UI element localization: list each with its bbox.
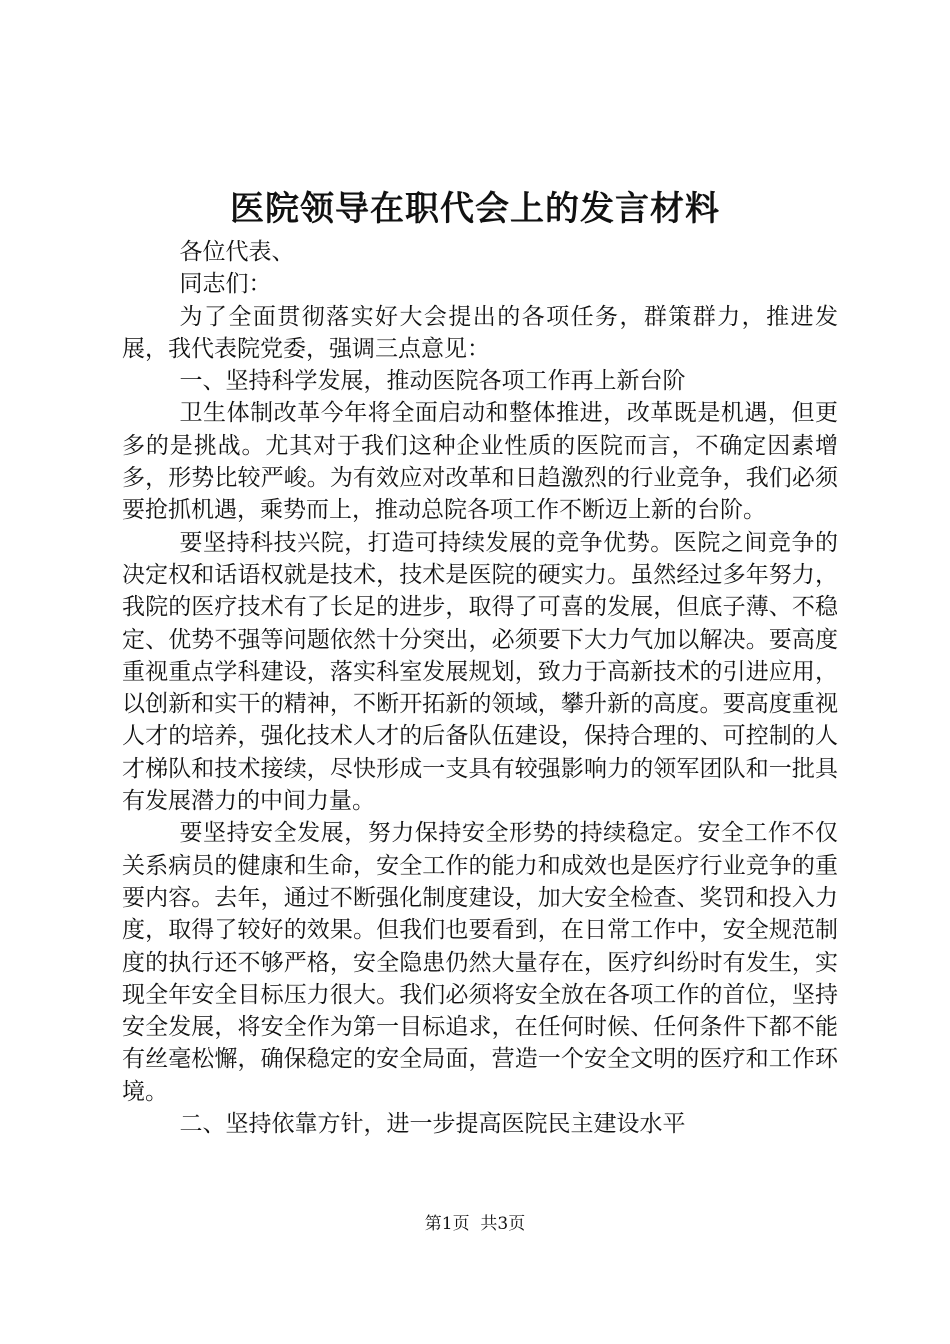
document-body bbox=[122, 236, 838, 1140]
body-paragraph: 要坚持科技兴院，打造可持续发展的竞争优势。医院之间竞争的决定权和话语权就是技术，技术是医院的硬实力。虽然经过多年努力，我院的医疗技术有了长足的进步，取得了可喜的发展，但底子薄、不稳定、优势不强等问题依然十分突出，必须要下大力气加以解决。要高度重视重点学科建设，落实科室发展规划，致力于高新技术的引进应用，以创新和实干的精神，不断开拓新的领域，攀升新的高度。要高度重视人才的培养，强化技术人才的后备队伍建设，保持合理的、可控制的人才梯队和技术接续，尽快形成一支具有较强影响力的领军团队和一批具有发展潜力的中间力量。 bbox=[122, 529, 838, 815]
section-heading-1: 一、坚持科学发展，推动医院各项工作再上新台阶 bbox=[179, 368, 686, 395]
page-footer: 第1页 共3页 bbox=[424, 1214, 526, 1234]
salutation-line-2: 同志们： bbox=[179, 271, 272, 298]
body-paragraph: 要坚持安全发展，努力保持安全形势的持续稳定。安全工作不仅关系病员的健康和生命，安全工作的能力和成效也是医疗行业竞争的重要内容。去年，通过不断强化制度建设，加大安全检查、奖罚和投入力度，取得了较好的效果。但我们也要看到，在日常工作中，安全规范制度的执行还不够严格，安全隐患仍然大量存在，医疗纠纷时有发生，实现全年安全目标压力很大。我们必须将安全放在各项工作的首位，坚持安全发展，将安全作为第一目标追求，在任何时候、任何条件下都不能有丝毫松懈，确保稳定的安全局面，营造一个安全文明的医疗和工作环境。 bbox=[122, 820, 838, 1105]
document-title: 医院领导在职代会上的发言材料 bbox=[230, 189, 720, 229]
intro-paragraph: 为了全面贯彻落实好大会提出的各项任务，群策群力，推进发展，我代表院党委，强调三点意见： bbox=[122, 303, 838, 362]
salutation-line-1: 各位代表、 bbox=[179, 239, 295, 265]
section-heading-2: 二、坚持依靠方针，进一步提高医院民主建设水平 bbox=[179, 1111, 686, 1138]
body-paragraph: 卫生体制改革今年将全面启动和整体推进，改革既是机遇，但更多的是挑战。尤其对于我们这种企业性质的医院而言，不确定因素增多，形势比较严峻。为有效应对改革和日趋激烈的行业竞争，我们必须要抢抓机遇，乘势而上，推动总院各项工作不断迈上新的台阶。 bbox=[122, 400, 838, 524]
